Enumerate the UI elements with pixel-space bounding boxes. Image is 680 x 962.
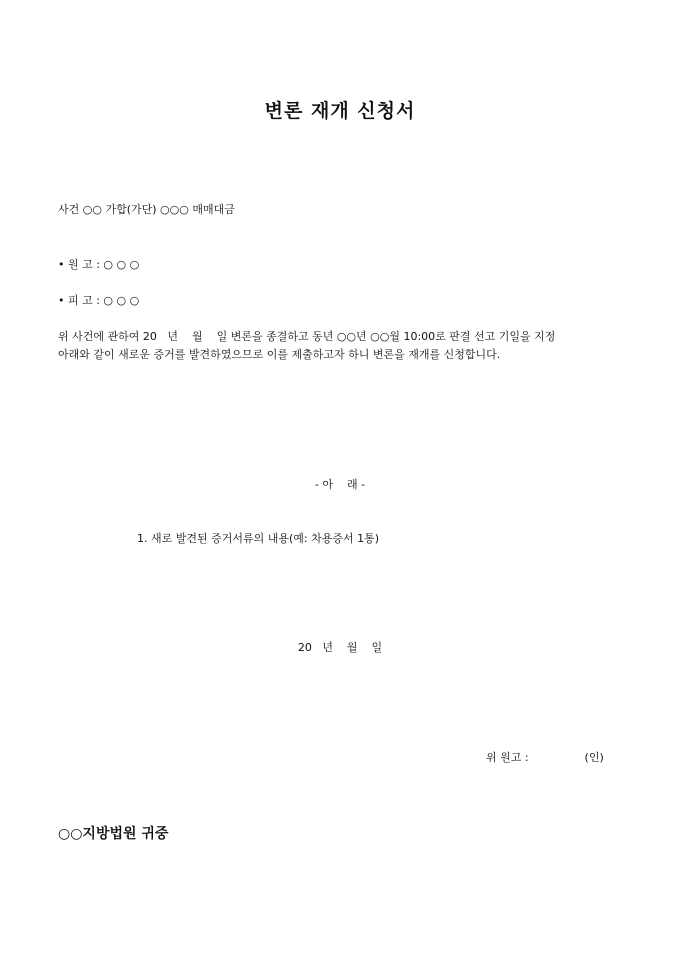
defendant-line: • 피 고 : ○ ○ ○ — [58, 294, 140, 307]
case-line: 사건 ○○ 가합(가단) ○○○ 매매대금 — [58, 203, 235, 216]
court-addressee: ○○지방법원 귀중 — [58, 826, 169, 842]
body-text-line-1: 위 사건에 관하여 20 년 월 일 변론을 종결하고 동년 ○○년 ○○월 10:00로 판결 선고 기일을 지정 — [58, 330, 556, 343]
plaintiff-line: • 원 고 : ○ ○ ○ — [58, 258, 140, 271]
evidence-item: 1. 새로 발견된 증거서류의 내용(예: 차용증서 1통) — [137, 532, 380, 545]
date-line: 20 년 월 일 — [297, 641, 383, 654]
signature-line: 위 원고 : (인) — [486, 751, 604, 764]
body-text-line-2: 아래와 같이 새로운 증거를 발견하였으므로 이를 제출하고자 하니 변론을 재개를 신청합니다. — [58, 348, 501, 361]
below-heading: - 아 래 - — [314, 478, 366, 491]
document-title: 변론 재개 신청서 — [264, 100, 416, 122]
